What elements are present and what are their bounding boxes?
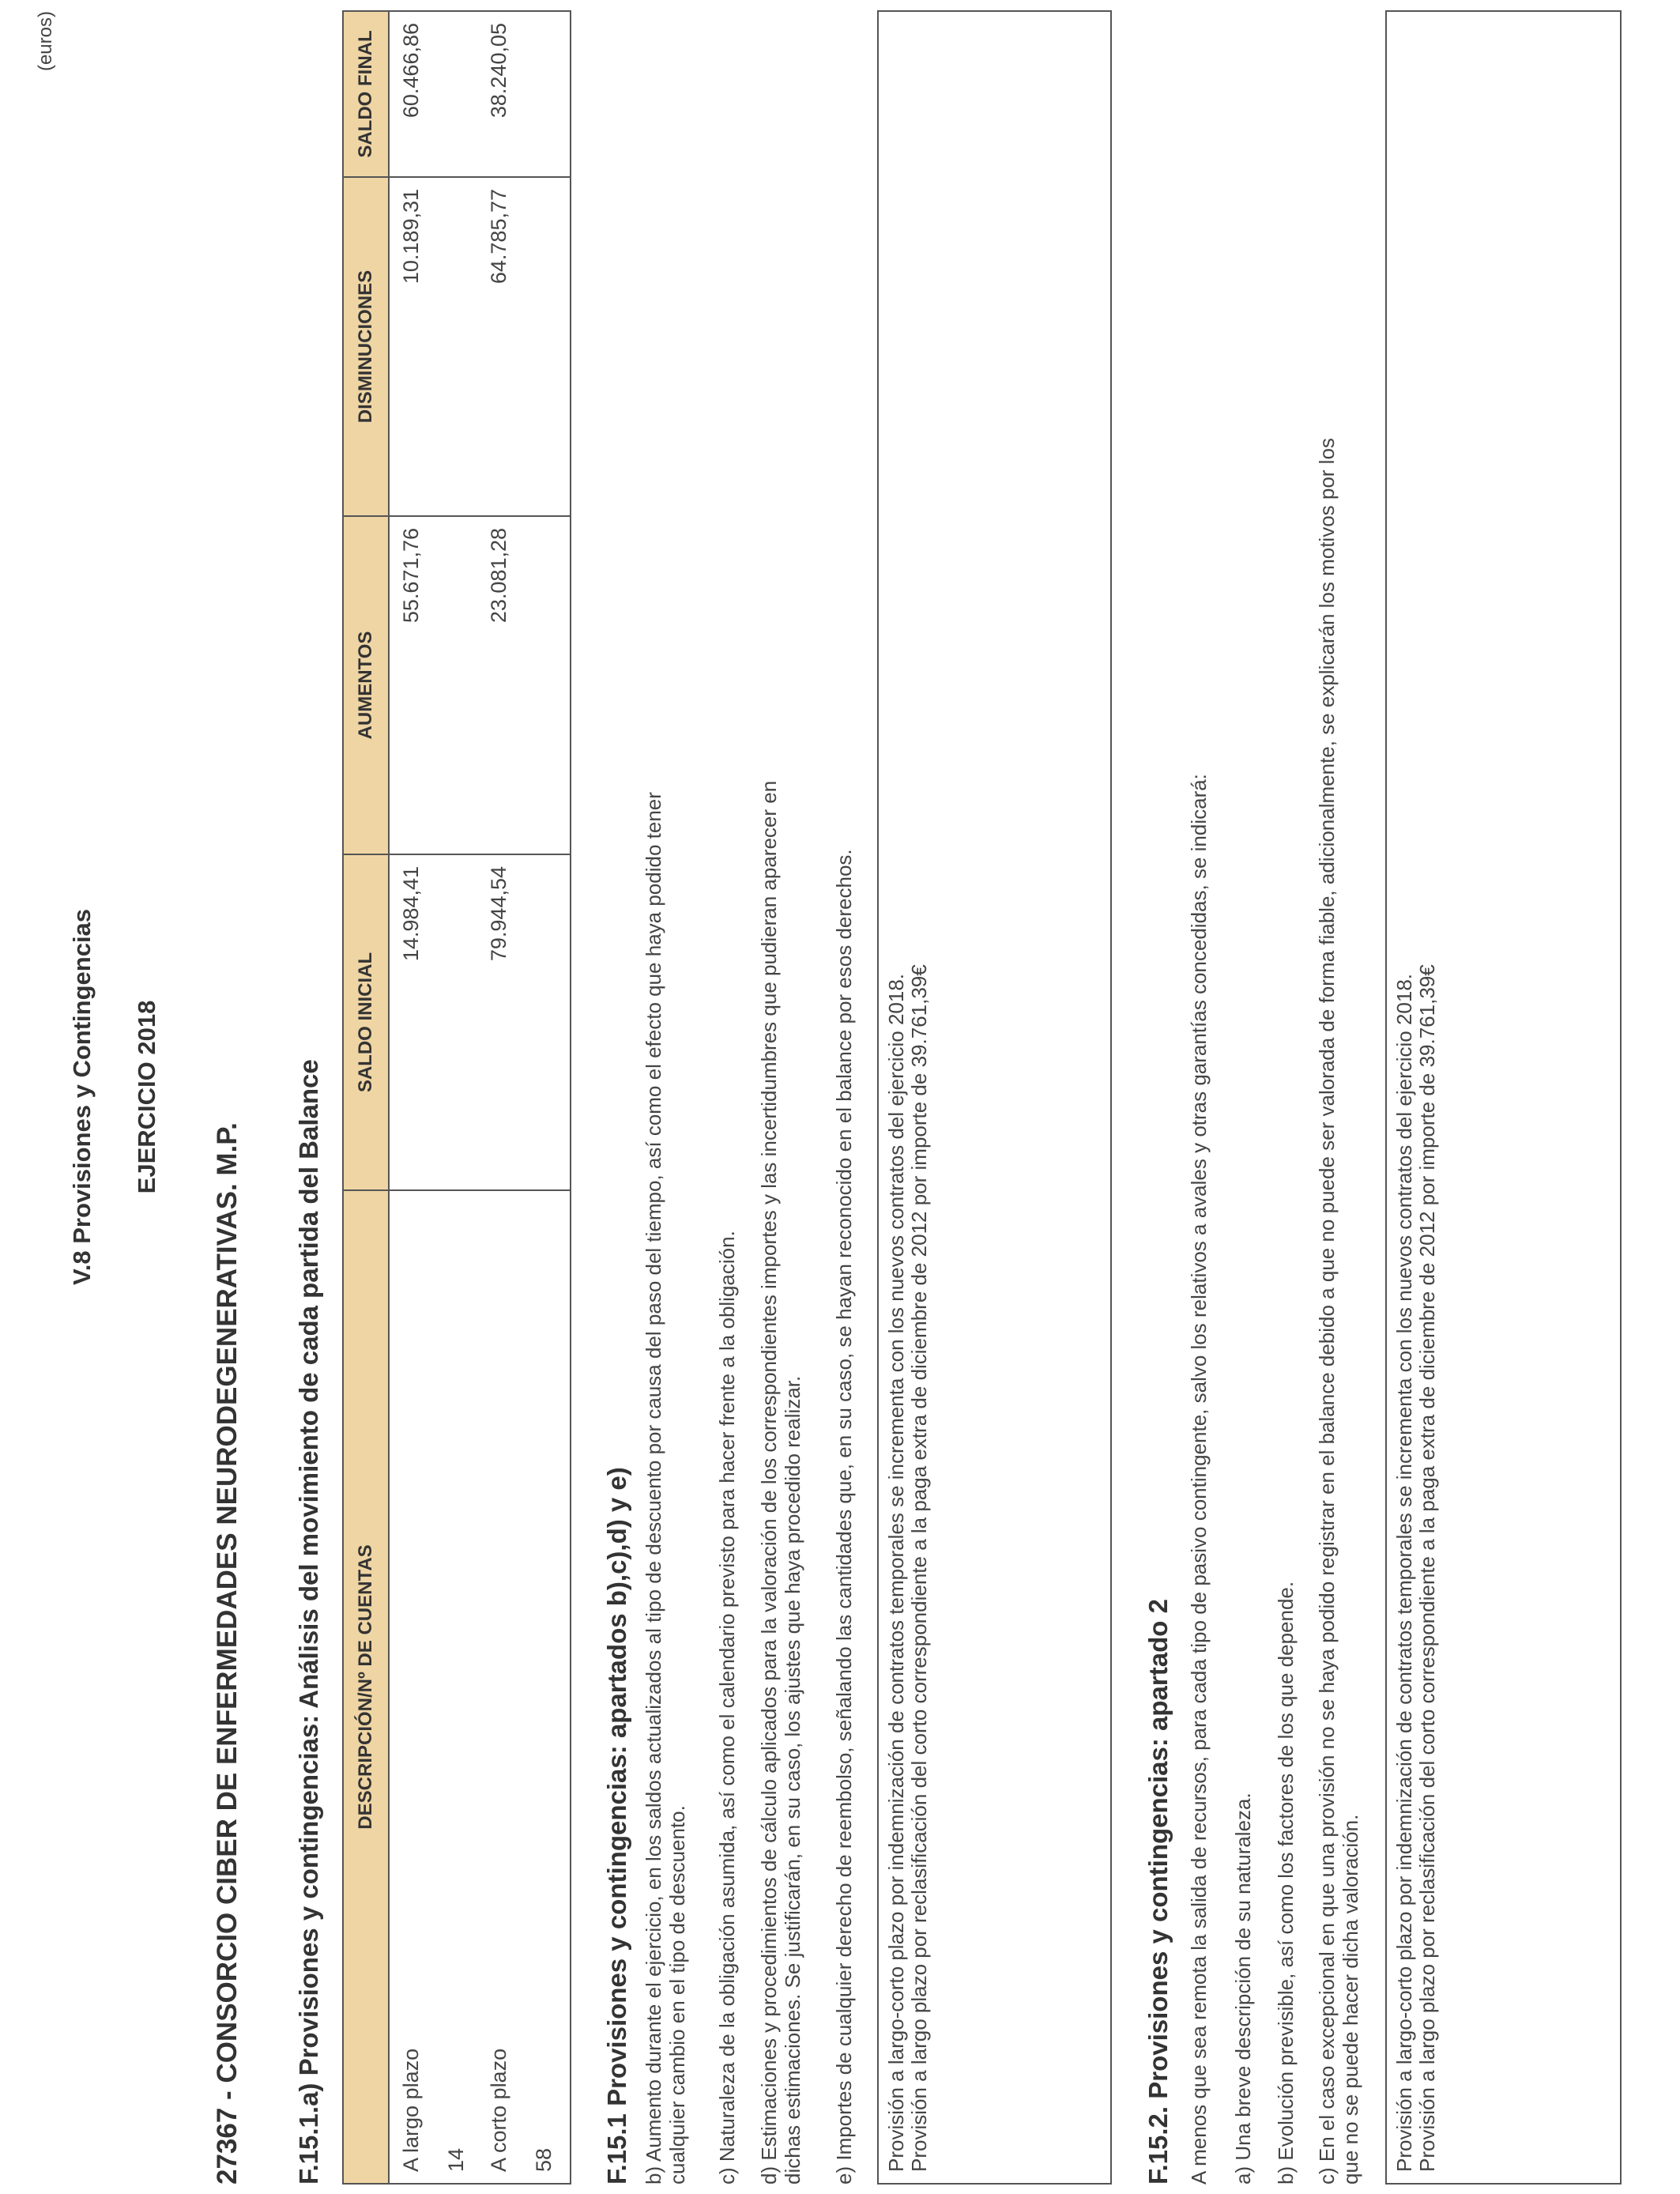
section-b-notes-box [877, 10, 1112, 2185]
section-c-item-a: a) Una breve descripción de su naturaleza. [1231, 1793, 1255, 2185]
cell-saldo-final: 60.466,86 [389, 11, 484, 177]
cell-disminuciones: 10.189,31 [389, 177, 484, 516]
row-description-cell [484, 1190, 571, 2184]
note-line: Provisión a largo-corto plazo por indemnización de contratos temporales se incrementa con los nuevos contratos del ejercicio 2018. [1392, 973, 1416, 2172]
movement-table [342, 10, 571, 2185]
table-row [484, 11, 571, 2184]
section-c-item-b: b) Evolución previsible, así como los factores de los que depende. [1274, 1581, 1298, 2185]
table-header-row [343, 11, 389, 2184]
section-b-item-b: b) Aumento durante el ejercicio, en los saldos actualizados al tipo de descuento por causa del paso del tiempo, así como el efecto que haya podido tener cualquier cambio en el tipo de descuento. [642, 792, 689, 2185]
section-b-title: F.15.1 Provisiones y contingencias: apartados b),c),d) y e) [602, 1467, 631, 2185]
cell-saldo-final: 38.240,05 [484, 11, 571, 177]
cell-saldo-inicial: 14.984,41 [389, 854, 484, 1190]
col-header-saldo-final: SALDO FINAL [343, 11, 389, 177]
note-line: Provisión a largo-corto plazo por indemnización de contratos temporales se incrementa con los nuevos contratos del ejercicio 2018. [884, 973, 908, 2172]
row-account-number: 58 [531, 2147, 556, 2172]
cell-saldo-inicial: 79.944,54 [484, 854, 571, 1190]
section-c-intro: A menos que sea remota la salida de recursos, para cada tipo de pasivo contingente, salvo los relativos a avales y otras garantías concedidas, se indicará: [1187, 774, 1211, 2185]
notes-text [1393, 964, 1439, 2172]
col-header-disminuciones: DISMINUCIONES [343, 177, 389, 516]
col-header-descripcion: DESCRIPCIÓN/Nº DE CUENTAS [343, 1190, 389, 2184]
section-b-item-e: e) Importes de cualquier derecho de reembolso, señalando las cantidades que, en su caso, se hayan reconocido en el balance por esos derechos. [832, 849, 856, 2185]
table-row [389, 11, 484, 2184]
notes-text [885, 964, 931, 2172]
note-line: Provisión a largo plazo por reclasificación del corto correspondiente a la paga extra de diciembre de 2012 por importe de 39.761,39€ [907, 964, 931, 2172]
row-description: A corto plazo [486, 2048, 510, 2172]
section-a-title: F.15.1.a) Provisiones y contingencias: Análisis del movimiento de cada partida del Balance [294, 1059, 323, 2185]
exercise-year: EJERCICIO 2018 [133, 1000, 160, 1194]
section-c-item-c: c) En el caso excepcional en que una provisión no se haya podido registrar en el balance debido a que no puede ser valorada de forma fiable, adicionalmente, se explicarán los motivos por los que no se puede hacer dicha valoración. [1315, 438, 1362, 2185]
entity-name: 27367 - CONSORCIO CIBER DE ENFERMEDADES NEURODEGENERATIVAS. M.P. [212, 1122, 243, 2185]
section-c-notes-box [1385, 10, 1622, 2185]
section-c-title: F.15.2. Provisiones y contingencias: apartado 2 [1143, 1599, 1173, 2185]
cell-disminuciones: 64.785,77 [484, 177, 571, 516]
section-b-item-c: c) Naturaleza de la obligación asumida, así como el calendario previsto para hacer frente a la obligación. [715, 1231, 739, 2185]
section-b-item-d: d) Estimaciones y procedimientos de cálculo aplicados para la valoración de los correspondientes importes y las incertidumbres que pudieran aparecer en dichas estimaciones. Se justificarán, en su caso, los ajustes que haya procedido realizar. [757, 780, 804, 2185]
note-line: Provisión a largo plazo por reclasificación del corto correspondiente a la paga extra de diciembre de 2012 por importe de 39.761,39€ [1415, 964, 1439, 2172]
row-account-number: 14 [444, 2147, 468, 2172]
units-label: (euros) [35, 11, 56, 72]
page-title: V.8 Provisiones y Contingencias [68, 908, 96, 1286]
col-header-aumentos: AUMENTOS [343, 516, 389, 854]
row-description-cell [389, 1190, 484, 2184]
row-description: A largo plazo [399, 2048, 423, 2172]
col-header-saldo-inicial: SALDO INICIAL [343, 854, 389, 1190]
cell-aumentos: 23.081,28 [484, 516, 571, 854]
cell-aumentos: 55.671,76 [389, 516, 484, 854]
